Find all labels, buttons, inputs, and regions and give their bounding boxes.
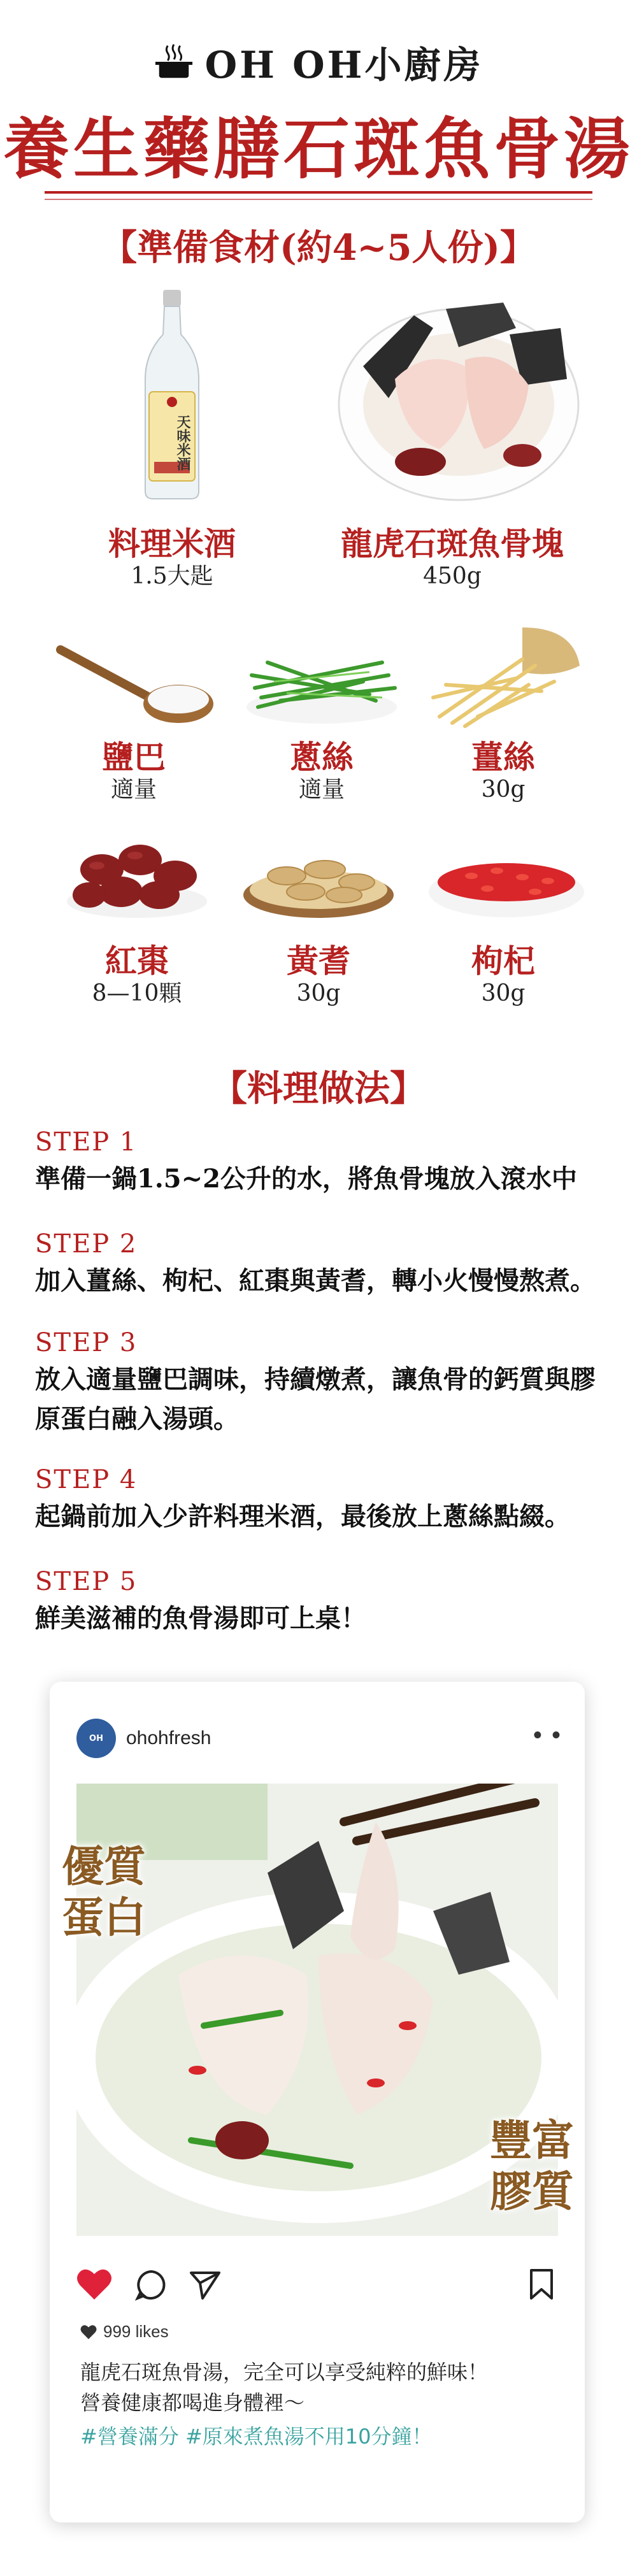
step-label: STEP 1 [35, 1127, 138, 1157]
brand-row [0, 35, 637, 90]
ingredient-name: 料理米酒 [108, 525, 236, 562]
page-title: 養生藥膳石斑魚骨湯 [3, 110, 634, 188]
step-text: 準備一鍋1.5~2公升的水，將魚骨塊放入滾水中 [35, 1164, 577, 1194]
ingredient-name: 鹽巴 [102, 738, 166, 776]
step-label: STEP 5 [35, 1567, 138, 1596]
ingredient-ginger [440, 739, 567, 803]
comment-icon[interactable] [135, 2269, 167, 2301]
step-text: 起鍋前加入少許料理米酒，最後放上蔥絲點綴。 [35, 1501, 570, 1531]
goji-berries-image [427, 831, 586, 920]
caption-line: 營養健康都喝進身體裡～ [80, 2391, 305, 2415]
instagram-post-card [50, 1682, 585, 2522]
ingredient-qty: 30g [481, 980, 526, 1006]
ingredient-salt [70, 739, 197, 803]
badge-rich-collagen: 豐富膠質 [490, 2115, 574, 2216]
avatar[interactable]: OH [76, 1719, 116, 1758]
ingredient-astragalus [255, 943, 382, 1007]
ingredient-name: 龍虎石斑魚骨塊 [341, 525, 564, 562]
cooking-pot-icon [154, 42, 194, 82]
header [0, 0, 637, 210]
ingredient-scallion [258, 739, 385, 803]
heart-icon[interactable] [76, 2268, 112, 2301]
username[interactable]: ohohfresh [126, 1728, 211, 1749]
post-actions [76, 2268, 558, 2306]
ingredient-goji [440, 943, 567, 1007]
ingredient-name: 薑絲 [471, 738, 535, 776]
more-options-icon[interactable]: • • [533, 1721, 562, 1749]
bookmark-icon[interactable] [529, 2268, 554, 2301]
bottle-label: 天味米酒 [175, 415, 191, 471]
ingredient-qty: 1.5大匙 [131, 562, 213, 589]
salt-spoon-image [54, 637, 213, 726]
ginger-shreds-image [427, 621, 586, 729]
badge-quality-protein: 優質蛋白 [62, 1842, 146, 1942]
step-label: STEP 3 [35, 1328, 138, 1357]
ingredients-title: 【準備食材(約4~5人份)】 [101, 227, 536, 269]
ingredient-name: 黃耆 [287, 942, 350, 980]
ingredient-qty: 450g [423, 562, 482, 589]
ingredient-red-dates [73, 943, 201, 1007]
ingredient-qty: 30g [296, 980, 341, 1006]
ingredient-qty: 30g [481, 776, 526, 803]
likes-count [80, 2322, 169, 2342]
post-caption [80, 2357, 564, 2418]
ingredient-rice-wine [89, 526, 255, 590]
caption-line: 龍虎石斑魚骨湯，完全可以享受純粹的鮮味！ [80, 2360, 489, 2384]
step-label: STEP 2 [35, 1229, 138, 1259]
ingredient-qty: 適量 [110, 776, 157, 803]
title-divider [45, 191, 592, 194]
small-heart-icon [80, 2324, 97, 2340]
ingredient-grouper [318, 526, 586, 590]
ingredient-qty: 8—10顆 [92, 980, 182, 1006]
scallion-shreds-image [242, 637, 401, 726]
share-icon[interactable] [189, 2269, 222, 2301]
step-text: 鮮美滋補的魚骨湯即可上桌！ [35, 1603, 366, 1633]
step-label: STEP 4 [35, 1465, 138, 1494]
likes-text: 999 likes [103, 2322, 169, 2341]
step-text: 加入薑絲、枸杞、紅棗與黃耆，轉小火慢慢熬煮。 [35, 1266, 596, 1296]
ingredient-name: 枸杞 [471, 942, 535, 980]
method-title: 【料理做法】 [211, 1068, 426, 1110]
step-text: 放入適量鹽巴調味，持續燉煮，讓魚骨的鈣質與膠原蛋白融入湯頭。 [35, 1364, 596, 1434]
ingredient-qty: 適量 [298, 776, 345, 803]
brand-name: OH OH小廚房 [204, 43, 483, 87]
ingredient-name: 蔥絲 [290, 738, 354, 776]
hashtags[interactable]: #營養滿分 #原來煮魚湯不用10分鐘！ [80, 2424, 433, 2449]
ingredient-name: 紅棗 [105, 942, 169, 980]
red-dates-image [64, 831, 210, 920]
title-divider-thin [45, 199, 592, 200]
astragalus-image [242, 831, 395, 920]
grouper-fish-bones-image [338, 290, 580, 506]
